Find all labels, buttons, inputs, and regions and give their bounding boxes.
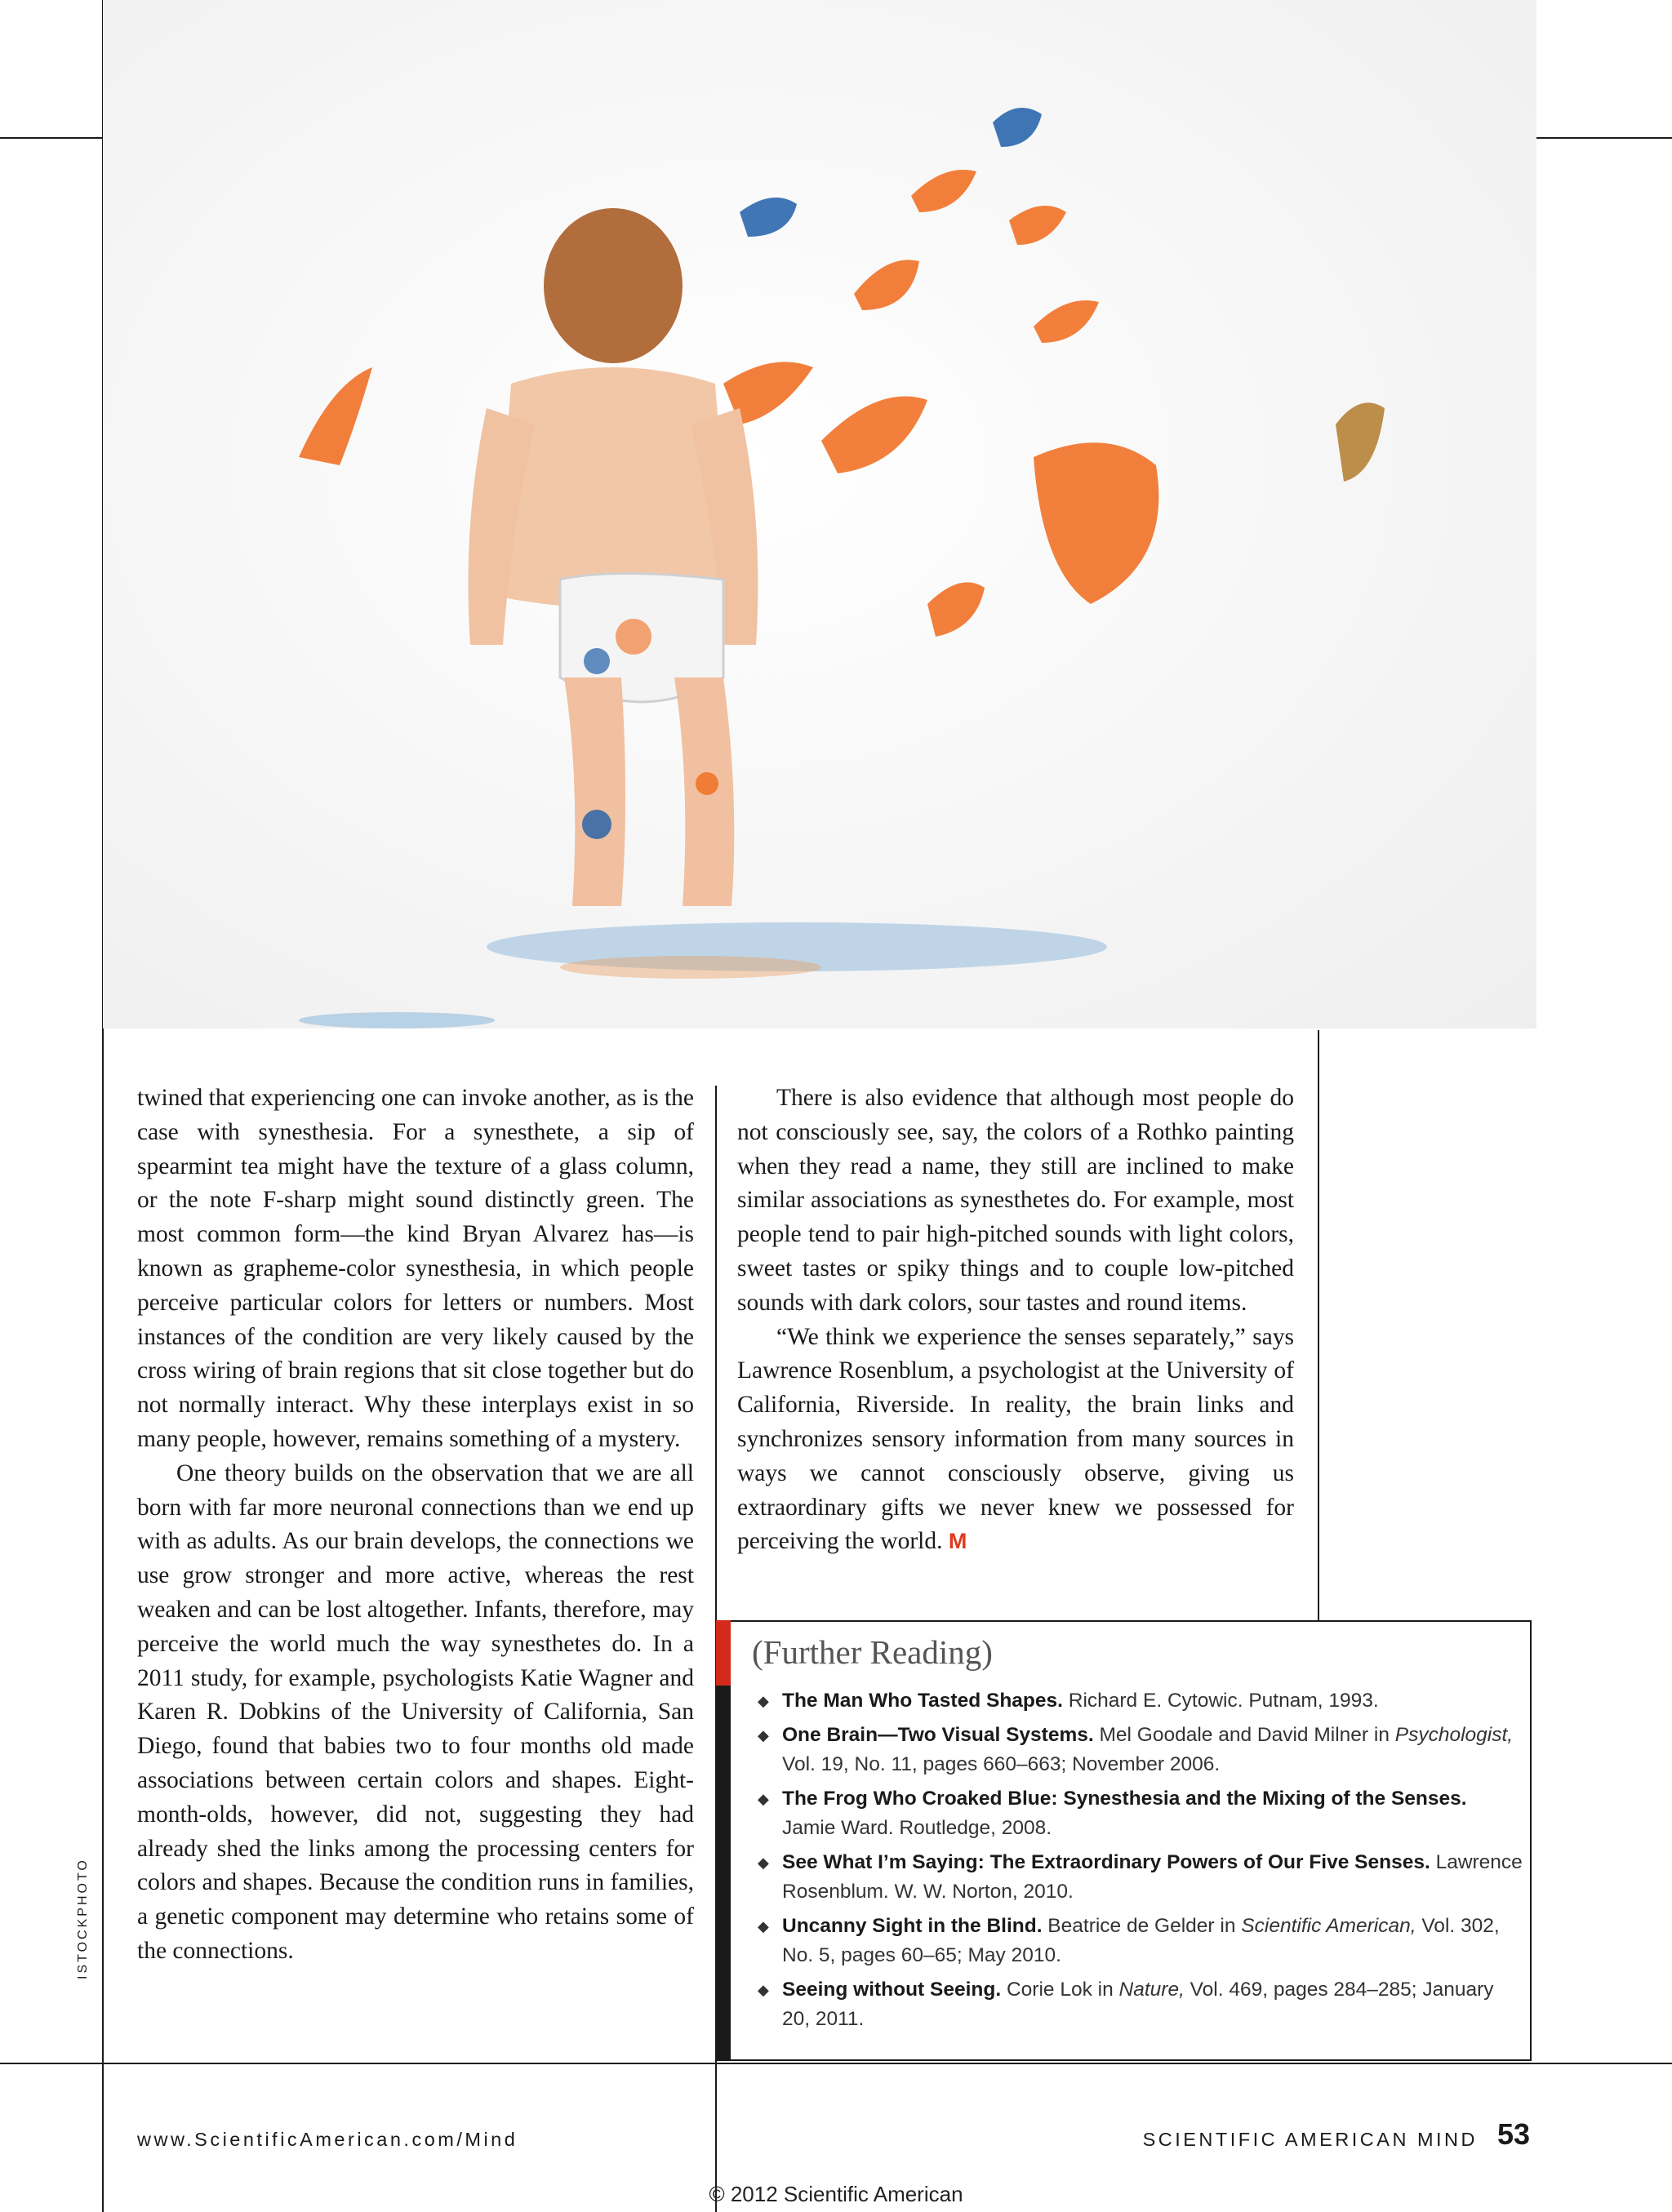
reading-item bbox=[758, 1721, 1525, 1779]
reading-item bbox=[758, 1686, 1525, 1716]
reading-details: Lawrence Rosenblum. W. W. Norton, 2010. bbox=[782, 1851, 1523, 1903]
reading-details: Vol. 19, No. 11, pages 660–663; November 2006. bbox=[782, 1753, 1221, 1775]
reading-title: See What I’m Saying: The Extraordinary Powers of Our Five Senses. bbox=[782, 1851, 1430, 1873]
footer-rule bbox=[0, 2063, 1672, 2064]
reading-details: Jamie Ward. Routledge, 2008. bbox=[782, 1817, 1052, 1839]
top-right-rule bbox=[1536, 137, 1672, 139]
reading-item bbox=[758, 1912, 1525, 1970]
paragraph: One theory builds on the observation that we are all born with far more neuronal connections than we end up with as adults. As our brain develops, the connections we use grow stronger and more active, whereas the rest weaken and can be lost altogether. Infants, therefore, may perceive the world much the way synesthetes do. In a 2011 study, for example, psychologists Katie Wagner and Karen R. Dobkins of the University of California, San Diego, found that babies two to four months old made associations between certain colors and shapes. Eight-month-olds, however, did not, suggesting they had already shed the links among the processing centers for colors and shapes. Because the condition runs in families, a genetic component may determine who retains some of the connections. bbox=[137, 1459, 694, 1964]
diamond-bullet-icon: ◆ bbox=[758, 1791, 769, 1807]
right-column-rule bbox=[1318, 1030, 1319, 1620]
paragraph-text: “We think we experience the senses separately,” says Lawrence Rosenblum, a psychologist at the University of California, Riverside. In reality, the brain links and synchronizes sensory information from many sources in ways we cannot consciously observe, giving us extraordinary gifts we never knew we possessed for perceiving the world. bbox=[737, 1323, 1294, 1555]
reading-title: One Brain—Two Visual Systems. bbox=[782, 1724, 1094, 1746]
reading-details: Vol. 469, pages 284–285; January 20, 2011. bbox=[782, 1979, 1494, 2030]
reading-title: The Frog Who Croaked Blue: Synesthesia and the Mixing of the Senses. bbox=[782, 1788, 1467, 1810]
reading-publication: Scientific American, bbox=[1241, 1915, 1416, 1937]
reading-details: Beatrice de Gelder in bbox=[1042, 1915, 1242, 1937]
child-painting-illustration bbox=[103, 0, 1536, 1028]
reading-title: Uncanny Sight in the Blind. bbox=[782, 1915, 1043, 1937]
diamond-bullet-icon: ◆ bbox=[758, 1918, 769, 1934]
reading-details: Vol. 302, No. 5, pages 60–65; May 2010. bbox=[782, 1915, 1500, 1966]
further-reading-list bbox=[758, 1686, 1525, 2039]
hero-photo bbox=[103, 0, 1536, 1028]
reading-item bbox=[758, 1784, 1525, 1843]
reading-item bbox=[758, 1848, 1525, 1907]
article-column-left bbox=[137, 1082, 694, 1969]
top-left-rule bbox=[0, 137, 103, 139]
diamond-bullet-icon: ◆ bbox=[758, 1982, 769, 1998]
reading-details: Richard E. Cytowic. Putnam, 1993. bbox=[1062, 1690, 1379, 1712]
end-mark: M bbox=[948, 1529, 967, 1554]
diamond-bullet-icon: ◆ bbox=[758, 1727, 769, 1743]
page-number: 53 bbox=[1497, 2117, 1531, 2151]
footer-magazine-name: SCIENTIFIC AMERICAN MIND bbox=[1142, 2129, 1478, 2150]
copyright-notice: © 2012 Scientific American bbox=[709, 2182, 963, 2206]
reading-publication: Psychologist, bbox=[1394, 1724, 1514, 1746]
reading-title: The Man Who Tasted Shapes. bbox=[782, 1690, 1063, 1712]
footer-url-link[interactable]: www.ScientificAmerican.com/Mind bbox=[137, 2129, 518, 2150]
diamond-bullet-icon: ◆ bbox=[758, 1693, 769, 1709]
paragraph: twined that experiencing one can invoke another, as is the case with synesthesia. For a synesthete, a sip of spearmint tea might have the texture of a glass column, or the note F-sharp might sound distinctly green. The most common form—the kind Bryan Alvarez has—is known as grapheme-color synesthesia, in which people perceive particular colors for letters or numbers. Most instances of the condition are very likely caused by the cross wiring of brain regions that sit close together but do not normally interact. Why these interplays exist in so many people, however, remains something of a mystery. bbox=[137, 1085, 695, 1452]
article-column-right bbox=[737, 1082, 1294, 1559]
diamond-bullet-icon: ◆ bbox=[758, 1854, 769, 1871]
reading-details: Mel Goodale and David Milner in bbox=[1093, 1724, 1395, 1746]
reading-publication: Nature, bbox=[1118, 1979, 1185, 2001]
paragraph: There is also evidence that although most people do not consciously see, say, the colors of a Rothko painting when they read a name, they still are inclined to make similar associations as synesthetes do. For example, most people tend to pair high-pitched sounds with light colors, sweet tastes or spiky things and to couple low-pitched sounds with dark colors, sour tastes and round items. bbox=[737, 1085, 1294, 1316]
further-reading-accent-bar bbox=[716, 1620, 731, 1686]
further-reading-side-bar bbox=[716, 1686, 731, 2061]
reading-item bbox=[758, 1975, 1525, 2034]
reading-details: Corie Lok in bbox=[1001, 1979, 1119, 2001]
photo-credit: ISTOCKPHOTO bbox=[76, 1858, 90, 1979]
reading-title: Seeing without Seeing. bbox=[782, 1979, 1002, 2001]
paragraph bbox=[737, 1321, 1294, 1560]
further-reading-title: (Further Reading) bbox=[752, 1633, 993, 1671]
